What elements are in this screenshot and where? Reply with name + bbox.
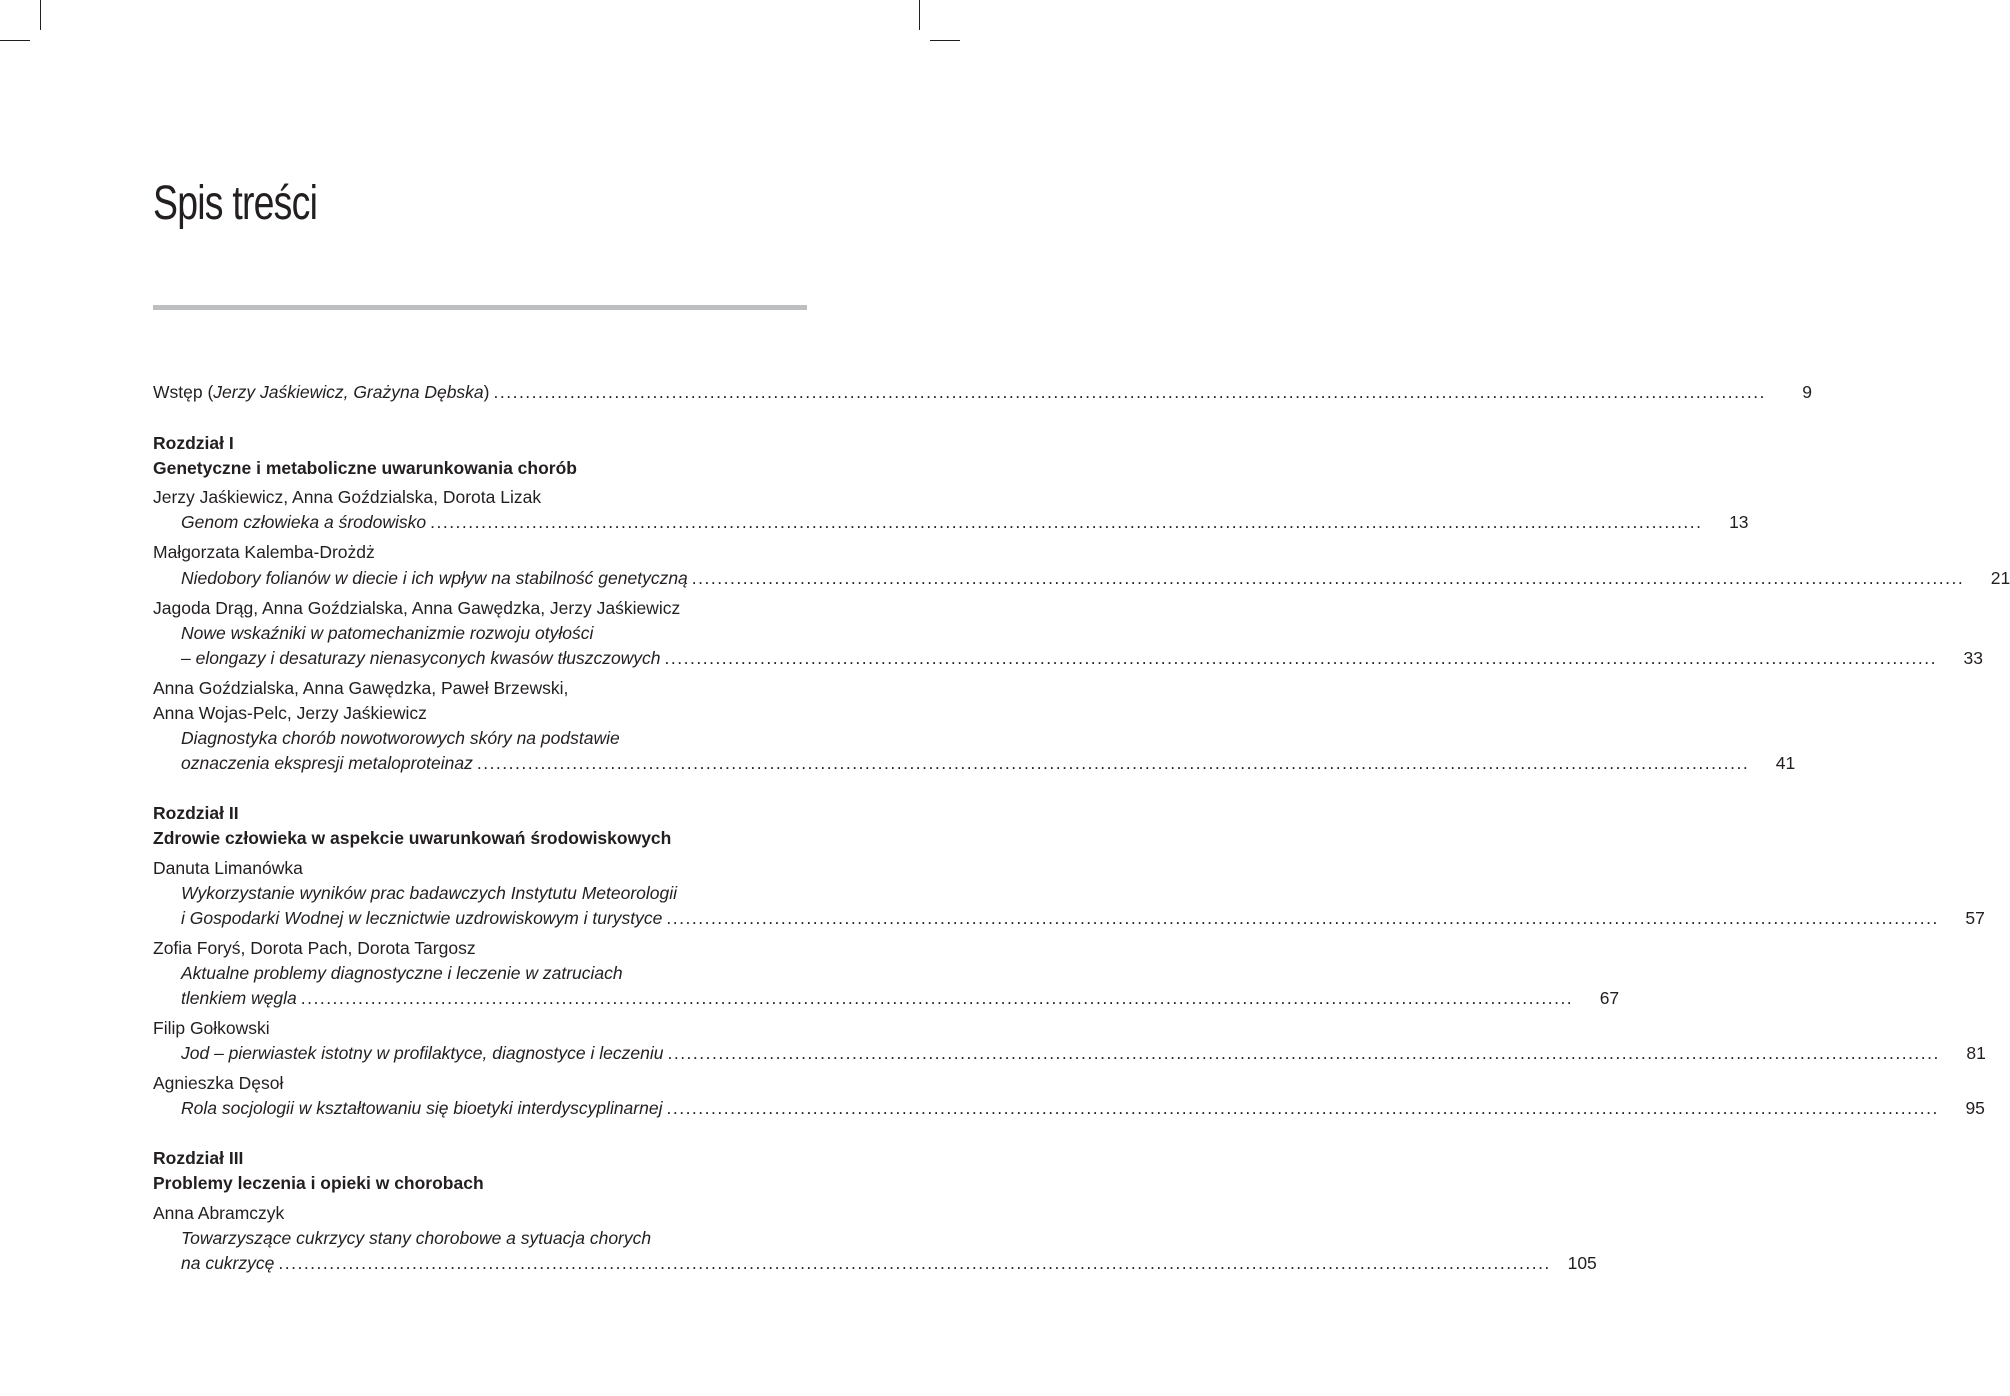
intro-label: Wstęp (Jerzy Jaśkiewicz, Grażyna Dębska) xyxy=(153,382,490,402)
page-number: 57 xyxy=(1965,908,1985,928)
entry-title: tlenkiem węgla xyxy=(181,988,297,1008)
crop-mark xyxy=(40,0,41,30)
entry-title: Genom człowieka a środowisko xyxy=(181,512,427,532)
entry-title: na cukrzycę xyxy=(181,1253,275,1273)
entry-authors: Anna Abramczyk xyxy=(153,1203,285,1223)
entry-title: Wykorzystanie wyników prac badawczych Instytutu Meteorologii xyxy=(181,883,678,903)
dot-leader: ........................................................................................................................................................................................................ xyxy=(430,512,1703,532)
dot-leader: ........................................................................................................................................................................................................ xyxy=(666,1098,1939,1118)
page-number: 9 xyxy=(1802,382,1812,402)
chapter-number: Rozdział I xyxy=(153,433,234,453)
entry-title: Niedobory folianów w diecie i ich wpływ na stabilność genetyczną xyxy=(181,568,688,588)
entry-authors: Danuta Limanówka xyxy=(153,858,303,878)
page-number: 13 xyxy=(1729,512,1749,532)
dot-leader: ........................................................................................................................................................................................................ xyxy=(664,648,1937,668)
toc-entry-intro[interactable] xyxy=(153,379,1812,405)
toc-entry[interactable] xyxy=(181,645,1983,671)
entry-authors: Małgorzata Kalemba-Drożdż xyxy=(153,542,375,562)
entry-authors: Agnieszka Dęsoł xyxy=(153,1073,284,1093)
chapter-title: Genetyczne i metaboliczne uwarunkowania chorób xyxy=(153,458,577,478)
entry-authors: Anna Wojas-Pelc, Jerzy Jaśkiewicz xyxy=(153,703,427,723)
crop-mark xyxy=(930,40,960,41)
entry-title: i Gospodarki Wodnej w lecznictwie uzdrowiskowym i turystyce xyxy=(181,908,663,928)
toc-entry[interactable] xyxy=(181,750,1796,776)
entry-title: Diagnostyka chorób nowotworowych skóry na podstawie xyxy=(181,728,620,748)
dot-leader: ........................................................................................................................................................................................................ xyxy=(493,382,1766,402)
toc-entry[interactable] xyxy=(181,1040,1986,1066)
title-rule xyxy=(153,305,807,310)
chapter-title: Problemy leczenia i opieki w chorobach xyxy=(153,1173,484,1193)
dot-leader: ........................................................................................................................................................................................................ xyxy=(476,753,1750,773)
dot-leader: ........................................................................................................................................................................................................ xyxy=(666,908,1939,928)
entry-authors: Anna Goździalska, Anna Gawędzka, Paweł Brzewski, xyxy=(153,678,569,698)
chapter-title: Zdrowie człowieka w aspekcie uwarunkowań środowiskowych xyxy=(153,828,672,848)
page-number: 81 xyxy=(1966,1043,1986,1063)
entry-title: Jod – pierwiastek istotny w profilaktyce, diagnostyce i leczeniu xyxy=(181,1043,664,1063)
page-number: 105 xyxy=(1567,1253,1597,1273)
toc-entry[interactable] xyxy=(181,985,1620,1011)
crop-mark xyxy=(0,40,30,41)
dot-leader: ........................................................................................................................................................................................................ xyxy=(300,988,1574,1008)
entry-title: – elongazy i desaturazy nienasyconych kwasów tłuszczowych xyxy=(181,648,661,668)
toc-entry[interactable] xyxy=(181,1250,1597,1276)
entry-title: Nowe wskaźniki w patomechanizmie rozwoju otyłości xyxy=(181,623,594,643)
entry-authors: Jagoda Drąg, Anna Goździalska, Anna Gawędzka, Jerzy Jaśkiewicz xyxy=(153,598,681,618)
entry-authors: Filip Gołkowski xyxy=(153,1018,270,1038)
page-number: 95 xyxy=(1965,1098,1985,1118)
dot-leader: ........................................................................................................................................................................................................ xyxy=(667,1043,1940,1063)
entry-title: Towarzyszące cukrzycy stany chorobowe a sytuacja chorych xyxy=(181,1228,652,1248)
toc-entry[interactable] xyxy=(181,509,1749,535)
page-number: 41 xyxy=(1775,753,1796,773)
dot-leader: ........................................................................................................................................................................................................ xyxy=(278,1253,1551,1273)
entry-title: Rola socjologii w kształtowaniu się bioetyki interdyscyplinarnej xyxy=(181,1098,663,1118)
dot-leader: ........................................................................................................................................................................................................ xyxy=(691,568,1965,588)
entry-authors: Zofia Foryś, Dorota Pach, Dorota Targosz xyxy=(153,938,476,958)
entry-authors: Jerzy Jaśkiewicz, Anna Goździalska, Dorota Lizak xyxy=(153,487,542,507)
page-number: 33 xyxy=(1963,648,1983,668)
chapter-number: Rozdział II xyxy=(153,803,239,823)
toc-entry[interactable] xyxy=(181,1095,1985,1121)
crop-mark xyxy=(919,0,920,30)
toc-entry[interactable] xyxy=(181,565,2010,591)
entry-title: Aktualne problemy diagnostyczne i leczenie w zatruciach xyxy=(181,963,623,983)
chapter-number: Rozdział III xyxy=(153,1148,244,1168)
entry-title: oznaczenia ekspresji metaloproteinaz xyxy=(181,753,473,773)
page-title: Spis treści xyxy=(153,177,318,230)
page-number: 67 xyxy=(1599,988,1620,1008)
toc-entry[interactable] xyxy=(181,905,1985,931)
page-number: 21 xyxy=(1990,568,2010,588)
